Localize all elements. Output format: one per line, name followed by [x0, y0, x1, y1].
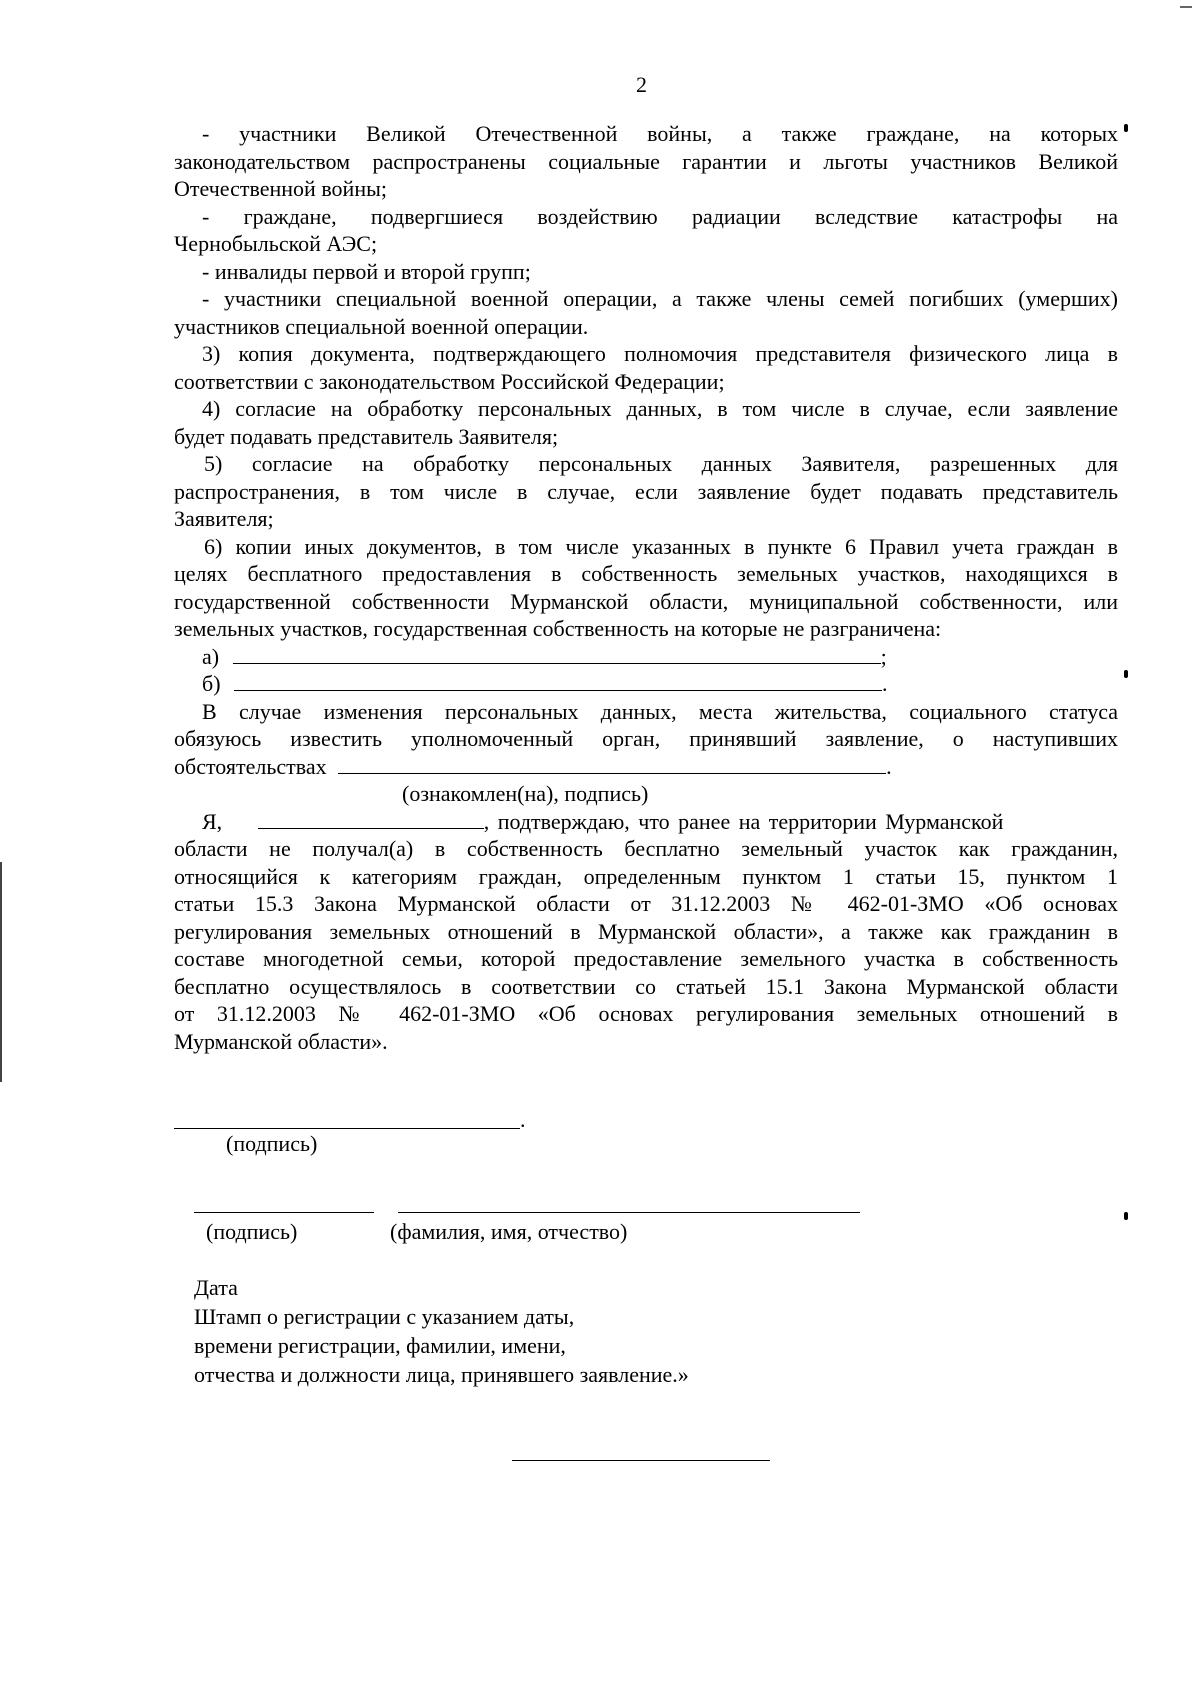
- confirm-line1: [174, 808, 1118, 836]
- signature-line-2[interactable]: [194, 1212, 374, 1213]
- item-5-line3: Заявителя;: [174, 506, 274, 531]
- scan-corner-mark: [1180, 6, 1192, 8]
- signature-line[interactable]: [174, 1128, 520, 1129]
- list-item-wwii-line3: Отечественной войны;: [174, 176, 387, 201]
- subitem-b-end: .: [882, 671, 888, 696]
- list-item-svo-line1: - участники специальной военной операции, а также члены семей погибших (умерших): [202, 286, 1118, 311]
- item-6-line2: целях бесплатного предоставления в собственность земельных участков, находящихся в: [174, 561, 1118, 586]
- notice-signature-blank-line[interactable]: [338, 755, 886, 774]
- confirm-line3: относящийся к категориям граждан, определенным пунктом 1 статьи 15, пунктом 1: [174, 863, 1118, 889]
- fio-line[interactable]: [398, 1212, 860, 1213]
- confirm-line2: области не получал(а) в собственность бесплатно земельный участок как гражданин,: [174, 836, 1118, 861]
- notice-line1: В случае изменения персональных данных, места жительства, социального статуса: [202, 698, 1118, 724]
- confirm-line5: регулирования земельных отношений в Мурманской области», а также как гражданин в: [174, 918, 1118, 944]
- item-5-line2: распространения, в том числе в случае, если заявление будет подавать представитель: [174, 478, 1118, 504]
- scan-mark: [1124, 1212, 1128, 1220]
- notice-line3-text: обстоятельствах: [174, 753, 327, 779]
- item-5-line1: 5) согласие на обработку персональных данных Заявителя, разрешенных для: [204, 451, 1118, 476]
- list-item-disabled: - инвалиды первой и второй групп;: [202, 258, 531, 284]
- confirm-line8: от 31.12.2003 № 462-01-ЗМО «Об основах регулирования земельных отношений в: [174, 1001, 1118, 1026]
- confirm-line9: Мурманской области».: [174, 1028, 388, 1054]
- document-body: [174, 120, 1118, 1055]
- subitem-a-end: ;: [880, 643, 887, 669]
- confirm-line4: статьи 15.3 Закона Мурманской области от 31.12.2003 № 462-01-ЗМО «Об основах: [174, 891, 1118, 916]
- signature-caption-2: (подпись): [206, 1219, 298, 1244]
- confirm-line7: бесплатно осуществлялось в соответствии со статьей 15.1 Закона Мурманской области: [174, 973, 1118, 999]
- notice-line3-end: .: [886, 753, 892, 779]
- subitem-b-blank-line[interactable]: [234, 672, 882, 691]
- item-4-line2: будет подавать представитель Заявителя;: [174, 423, 559, 449]
- scan-mark: [1124, 670, 1128, 678]
- stamp-line1: Штамп о регистрации с указанием даты,: [194, 1304, 575, 1329]
- confirm-name-blank-line[interactable]: [258, 810, 484, 829]
- list-item-svo-line2: участников специальной военной операции.: [174, 313, 589, 339]
- notice-caption: (ознакомлен(на), подпись): [402, 781, 649, 806]
- item-6-line4: земельных участков, государственная собственность на которые не разграничена:: [174, 616, 942, 641]
- date-label: Дата: [194, 1275, 238, 1300]
- page-number: 2: [636, 72, 647, 97]
- closing-divider: [512, 1460, 770, 1461]
- list-item-chernobyl-line2: Чернобыльской АЭС;: [174, 231, 378, 256]
- subitem-b-field[interactable]: [174, 670, 1118, 698]
- subitem-a-field[interactable]: [174, 643, 1118, 671]
- fio-caption: (фамилия, имя, отчество): [390, 1219, 628, 1244]
- scan-edge-mark: [0, 862, 2, 1082]
- signature-line-dot: .: [520, 1107, 526, 1132]
- stamp-line2: времени регистрации, фамилии, имени,: [194, 1333, 566, 1358]
- confirm-line1-rest: , подтверждаю, что ранее на территории Мурманской: [483, 808, 1004, 834]
- list-item-wwii-line2: законодательством распространены социальные гарантии и льготы участников Великой: [174, 148, 1118, 174]
- list-item-chernobyl-line1: - граждане, подвергшиеся воздействию радиации вследствие катастрофы на: [202, 203, 1118, 229]
- subitem-a-blank-line[interactable]: [233, 645, 881, 664]
- notice-line2: обязуюсь известить уполномоченный орган, принявший заявление, о наступивших: [174, 726, 1118, 751]
- list-item-wwii-line1: - участники Великой Отечественной войны, а также граждане, на которых: [202, 121, 1118, 146]
- confirm-line1-start: Я,: [202, 808, 223, 834]
- stamp-line3: отчества и должности лица, принявшего заявление.»: [194, 1362, 689, 1387]
- item-6-line3: государственной собственности Мурманской области, муниципальной собственности, или: [174, 588, 1118, 614]
- subitem-b-label: б): [202, 671, 221, 696]
- item-6-line1: 6) копии иных документов, в том числе указанных в пункте 6 Правил учета граждан в: [204, 533, 1118, 559]
- item-3-line1: 3) копия документа, подтверждающего полномочия представителя физического лица в: [202, 341, 1118, 366]
- item-4-line1: 4) согласие на обработку персональных данных, в том числе в случае, если заявление: [202, 396, 1118, 421]
- signature-caption: (подпись): [226, 1131, 318, 1156]
- scan-mark: [1124, 124, 1128, 132]
- notice-line3: [174, 753, 1118, 781]
- item-3-line2: соответствии с законодательством Российской Федерации;: [174, 368, 725, 394]
- confirm-line6: составе многодетной семьи, которой предоставление земельного участка в собственность: [174, 946, 1118, 971]
- subitem-a-label: а): [202, 643, 220, 669]
